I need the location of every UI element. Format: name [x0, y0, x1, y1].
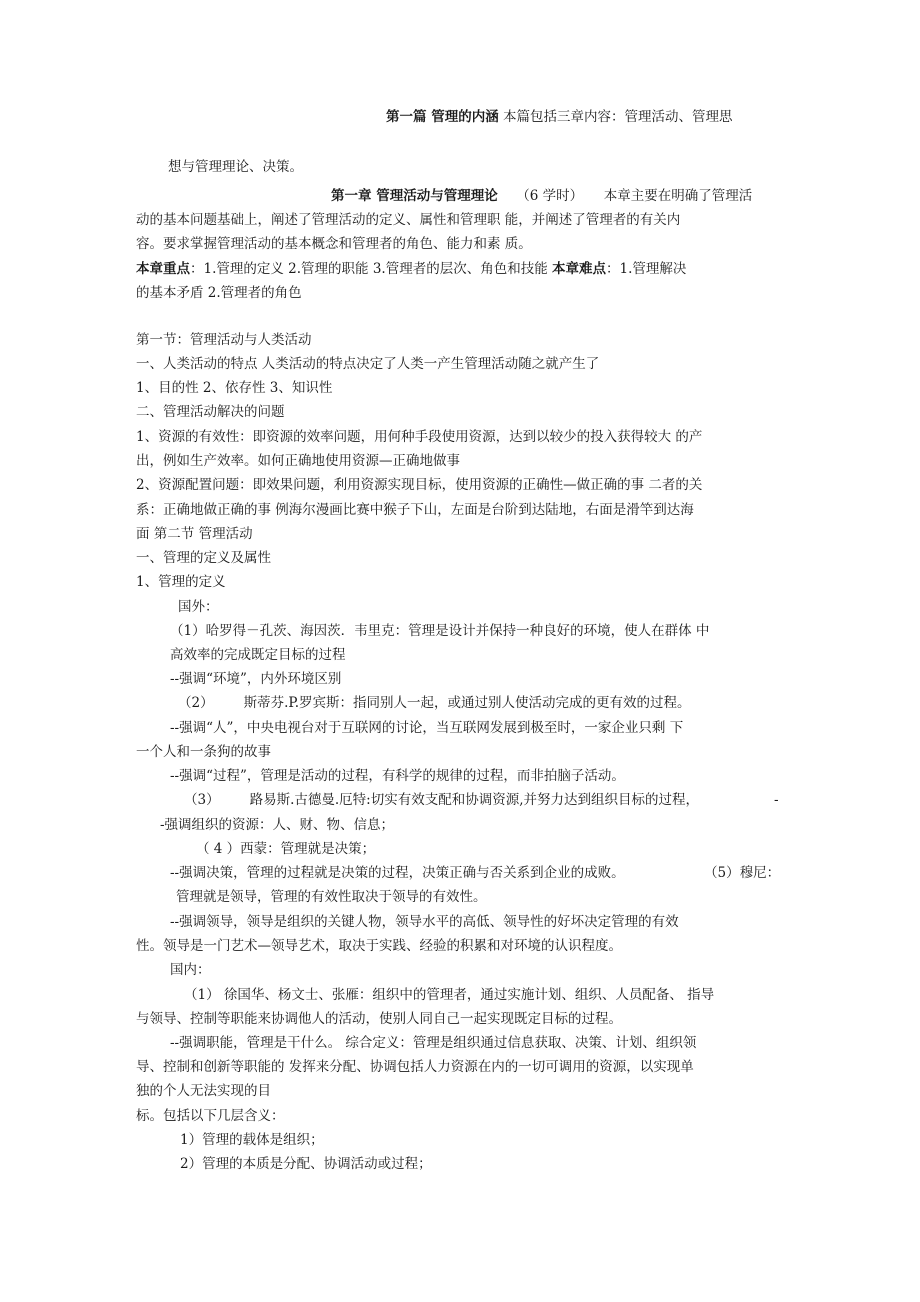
- difficulty-label: 本章难点: [552, 261, 607, 277]
- body-line: 1、管理的定义: [136, 574, 226, 590]
- body-line: --强调职能，管理是干什么。 综合定义：管理是组织通过信息获取、决策、计划、组织领: [170, 1035, 697, 1051]
- body-line: 系：正确地做正确的事 例海尔漫画比赛中猴子下山，左面是台阶到达陆地，右面是滑竿到达海: [136, 502, 694, 518]
- key-label: 本章重点: [136, 261, 190, 277]
- body-line: --强调决策，管理的过程就是决策的过程，决策正确与否关系到企业的成败。: [170, 865, 625, 881]
- body-line: 国内：: [170, 962, 211, 978]
- body-line: 性。领导是一门艺术—领导艺术，取决于实践、经验的积累和对环境的认识程度。: [136, 938, 622, 954]
- body-line: 与领导、控制等职能来协调他人的活动，使别人同自己一起实现既定目标的过程。: [136, 1011, 622, 1027]
- body-line: （1） 徐国华、杨文士、张雁：组织中的管理者，通过实施计划、组织、人员配备、 指导: [184, 987, 715, 1003]
- dash-fragment: -: [774, 792, 779, 808]
- part-desc: 本篇包括三章内容：管理活动、管理思: [498, 109, 733, 125]
- body-line: --强调领导，领导是组织的关键人物，领导水平的高低、领导性的好坏决定管理的有效: [170, 914, 679, 930]
- body-line: --强调“过程”，管理是活动的过程，有科学的规律的过程，而非拍脑子活动。: [170, 768, 625, 784]
- body-line: --强调“环境”，内外环境区别: [170, 671, 342, 687]
- difficulty-cont: 的基本矛盾 2.管理者的角色: [136, 285, 302, 301]
- body-line: 一个人和一条狗的故事: [136, 744, 271, 760]
- difficulty-text: ：1.管理解决: [606, 261, 687, 277]
- body-line: 1、目的性 2、依存性 3、知识性: [136, 380, 333, 396]
- item-number: （3）: [184, 792, 220, 808]
- part-title: 第一篇 管理的内涵: [386, 109, 499, 125]
- body-line: 二、管理活动解决的问题: [136, 404, 285, 420]
- body-line: 独的个人无法实现的目: [136, 1083, 271, 1099]
- item-text: 路易斯.古德曼.厄特:切实有效支配和协调资源,并努力达到组织目标的过程，: [249, 792, 700, 808]
- key-text: ：1.管理的定义 2.管理的职能 3.管理者的层次、角色和技能: [190, 261, 553, 277]
- body-line: 一、管理的定义及属性: [136, 550, 271, 566]
- body-line: [184, 790, 699, 810]
- body-line: 导、控制和创新等职能的 发挥来分配、协调包括人力资源在内的一切可调用的资源，以实现单: [136, 1059, 694, 1075]
- body-line: 标。包括以下几层含义：: [136, 1108, 285, 1124]
- body-line: 高效率的完成既定目标的过程: [170, 647, 346, 663]
- body-line: （5）穆尼：: [704, 865, 781, 881]
- chapter-title: 第一章 管理活动与管理理论: [331, 188, 498, 204]
- key-points: [136, 259, 686, 279]
- item-text: 斯蒂芬.P.罗宾斯：指同别人一起，或通过别人使活动完成的更有效的过程。: [243, 695, 691, 711]
- body-line: 1、资源的有效性：即资源的效率问题，用何种手段使用资源，达到以较少的投入获得较大 的产: [136, 429, 703, 445]
- chapter-intro-2: 动的基本问题基础上，阐述了管理活动的定义、属性和管理职 能，并阐述了管理者的有关内: [136, 212, 681, 228]
- body-line: --强调“人”，中央电视台对于互联网的讨论，当互联网发展到极至时，一家企业只剩 下: [170, 720, 684, 736]
- chapter-intro-3: 容。要求掌握管理活动的基本概念和管理者的角色、能力和素 质。: [136, 236, 532, 252]
- body-line: 出，例如生产效率。如何正确地使用资源—正确地做事: [136, 453, 460, 469]
- chapter-intro: 本章主要在明确了管理活: [603, 188, 753, 204]
- part-heading: [386, 107, 733, 127]
- list-item: 2）管理的本质是分配、协调活动或过程；: [180, 1156, 432, 1172]
- section-heading: 第一节：管理活动与人类活动: [136, 332, 312, 348]
- chapter-heading: [331, 186, 752, 206]
- body-line: 管理就是领导，管理的有效性取决于领导的有效性。: [176, 889, 487, 905]
- list-item: 1）管理的载体是组织；: [180, 1132, 324, 1148]
- body-line: 面 第二节 管理活动: [136, 526, 253, 542]
- part-desc-cont: 想与管理理论、决策。: [168, 159, 303, 175]
- body-line: （1）哈罗得－孔茨、海因茨．韦里克：管理是设计并保持一种良好的环境，使人在群体 中: [170, 623, 710, 639]
- body-line: -强调组织的资源：人、财、物、信息；: [160, 817, 395, 833]
- body-line: （ 4 ）西蒙：管理就是决策；: [196, 841, 376, 857]
- chapter-hours: （6 学时）: [516, 188, 584, 204]
- item-number: （2）: [178, 695, 214, 711]
- body-line: 2、资源配置问题：即效果问题，利用资源实现目标，使用资源的正确性—做正确的事 二者的关: [136, 477, 703, 493]
- body-line: [178, 693, 691, 713]
- body-line: 一、人类活动的特点 人类活动的特点决定了人类一产生管理活动随之就产生了: [136, 356, 600, 372]
- body-line: 国外：: [178, 599, 219, 615]
